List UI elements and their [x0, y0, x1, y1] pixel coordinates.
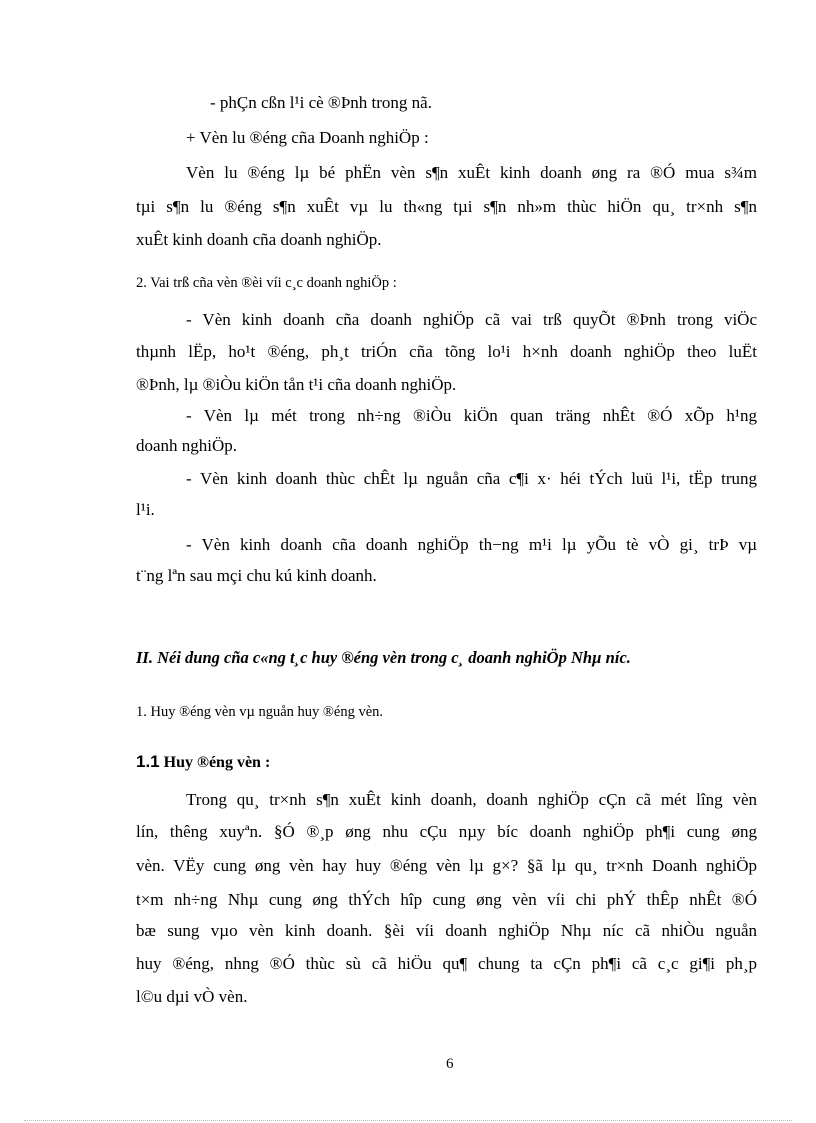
paragraph-line: doanh nghiÖp. [136, 436, 238, 455]
page-bottom-divider [24, 1120, 792, 1121]
paragraph-line: + Vèn lu ®éng cña Doanh nghiÖp : [186, 128, 429, 147]
paragraph-line: t×m nh÷ng Nhµ cung øng thÝch hîp cung øng vèn víi chi phÝ thÊp nhÊt ®Ó [136, 890, 757, 909]
paragraph-line: ®Þnh, lµ ®iÒu kiÖn tån t¹i cña doanh nghiÖp. [136, 375, 457, 394]
paragraph-line: huy ®éng, nhng ®Ó thùc sù cã hiÖu qu¶ chung ta cÇn ph¶i cã c¸c gi¶i ph¸p [136, 954, 757, 973]
paragraph-line: tµi s¶n lu ®éng s¶n xuÊt vµ lu th«ng tµi s¶n nh»m thùc hiÖn qu¸ tr×nh s¶n [136, 197, 757, 216]
paragraph-line: thµnh lËp, ho¹t ®éng, ph¸t triÓn cña tõng lo¹i h×nh doanh nghiÖp theo luËt [136, 342, 757, 361]
heading-1-1 [136, 752, 270, 773]
section-subheading: 2. Vai trß cña vèn ®èi víi c¸c doanh nghiÖp : [136, 275, 397, 291]
paragraph-line: bæ sung vµo vèn kinh doanh. §èi víi doanh nghiÖp Nhµ níc cã nhiÒu nguån [136, 921, 757, 940]
paragraph-line: l¹i. [136, 500, 155, 519]
paragraph-line: t¨ng lªn sau mçi chu kú kinh doanh. [136, 566, 377, 585]
paragraph-line: vèn. VËy cung øng vèn hay huy ®éng vèn lµ g×? §ã lµ qu¸ tr×nh Doanh nghiÖp [136, 856, 757, 875]
paragraph-line: Trong qu¸ tr×nh s¶n xuÊt kinh doanh, doanh nghiÖp cÇn cã mét lîng vèn [186, 790, 757, 809]
heading-text: Huy ®éng vèn : [163, 754, 271, 771]
paragraph-line: - Vèn kinh doanh thùc chÊt lµ nguån cña c¶i x· héi tÝch luü l¹i, tËp trung [186, 469, 757, 488]
subsection-heading: 1. Huy ®éng vèn vµ nguån huy ®éng vèn. [136, 704, 384, 720]
paragraph-line: - Vèn lµ mét trong nh÷ng ®iÒu kiÖn quan träng nhÊt ®Ó xÕp h¹ng [186, 406, 757, 425]
paragraph-line: l©u dµi vÒ vèn. [136, 987, 248, 1006]
heading-number: 1.1 [136, 752, 160, 771]
paragraph-line: Vèn lu ®éng lµ bé phËn vèn s¶n xuÊt kinh doanh øng ra ®Ó mua s¾m [186, 163, 757, 182]
paragraph-line: lín, thêng xuyªn. §Ó ®¸p øng nhu cÇu nµy bíc doanh nghiÖp ph¶i cung øng [136, 822, 757, 841]
paragraph-line: - Vèn kinh doanh cña doanh nghiÖp th−ng m¹i lµ yÕu tè vÒ gi¸ trÞ vµ [186, 535, 757, 554]
page-number: 6 [446, 1056, 454, 1072]
paragraph-line: - Vèn kinh doanh cña doanh nghiÖp cã vai trß quyÕt ®Þnh trong viÖc [186, 310, 757, 329]
paragraph-line: - phÇn cßn l¹i cè ®Þnh trong nã. [210, 93, 432, 112]
section-heading-ii: II. Néi dung cña c«ng t¸c huy ®éng vèn trong c¸ doanh nghiÖp Nhµ níc. [136, 648, 631, 667]
paragraph-line: xuÊt kinh doanh cña doanh nghiÖp. [136, 230, 382, 249]
